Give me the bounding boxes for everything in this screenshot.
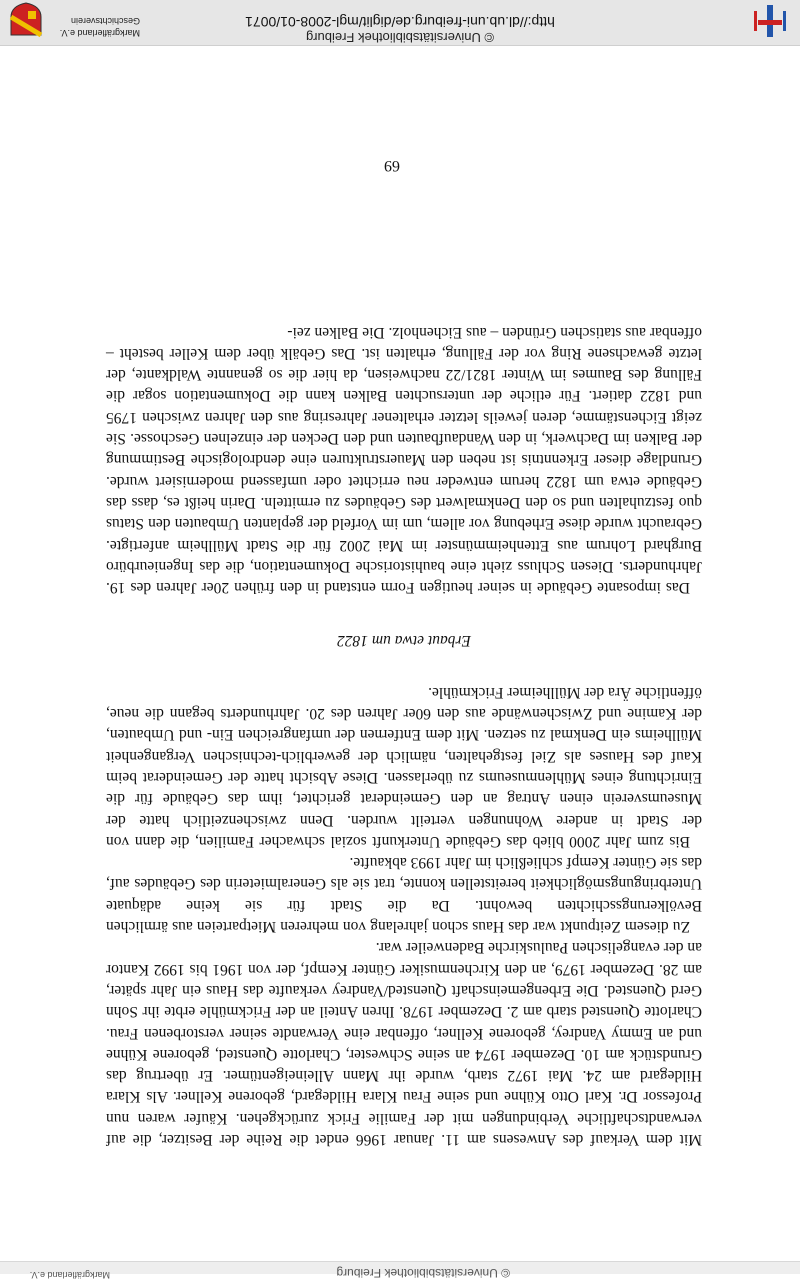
society-line-1: Geschichtsverein [70, 16, 140, 26]
previous-page-footer-strip [0, 1261, 800, 1280]
paragraph-3: Bis zum Jahr 2000 blieb das Gebäude Unterkunft sozial schwacher Familien, die dann von der Stadt in andere Wohnungen verteilt wurden. Denn zwischenzeitlich hatte der Museumsverein einen Antrag an den Gemeinderat gerichtet, ihm das Gebäude für die Einrichtung eines Mühlenmuseums zu überlassen. Diese Absicht hatte der Gemeinderat beim Kauf des Hauses als Ziel festgehalten, nämlich der gewerblich-technischen Vergangenheit Müllheims ein Denkmal zu setzen. Mit dem Entfernen der umfangreichen Ein- und Umbauten, der Kamine und Zwischenwände aus den 60er Jahren des 20. Jahrhunderts begann die neue, öffentliche Ära der Müllheimer Frickmühle. [106, 683, 702, 850]
footer-bar [0, 0, 800, 46]
paragraph-4: Das imposante Gebäude in seiner heutigen Form entstand in den frühen 20er Jahren des 19. Jahrhunderts. Diesen Schluss zieht eine bauhistorische Dokumentation, die das Ingenieurbüro Burghard Lohrum aus Ettenheimmünster im Mai 2002 für die Stadt Müllheim anfertigte. Gebraucht wurde diese Erhebung vor allem, um im Vorfeld der geplanten Umbauten den Status quo festzuhalten und so den Denkmalwert des Gebäudes zu ermitteln. Darin heißt es, dass das Gebäude etwa um 1822 herum entweder neu errichtet oder umfassend modernisiert wurde. Grundlage dieser Erkenntnis ist neben den Mauerstrukturen eine dendrologische Bestimmung der Balken im Dachwerk, in den Wandaufbauten und den Decken der einzelnen Geschosse. Sie zeigt Eichenstämme, deren jeweils letzter erhaltener Jahresring aus den Jahren zwischen 1795 und 1822 datiert. Für etliche der untersuchten Balken kann die Dokumentation sogar die Fällung des Baumes im Winter 1821/22 nachweisen, da hier die so genannte Waldkante, der letzte gewachsene Ring vor der Fällung, erhalten ist. Das Gebälk über dem Keller besteht – offenbar aus statischen Gründen – aus Eichenholz. Die Balken zei- [106, 323, 702, 597]
section-subheading: Erbaut etwa um 1822 [337, 632, 471, 650]
paragraph-2: Zu diesem Zeitpunkt war das Haus schon jahrelang von mehreren Mietparteien aus ärmlichen Bevölkerungsschichten bewohnt. Da die Stadt für sie keine adäquate Unterbringungsmöglichkeit bereitstellen konnte, trat sie als Generalmieterin des Gebäudes auf, das sie Günter Kempf schließlich im Jahr 1993 abkaufte. [106, 854, 702, 936]
body-text [106, 321, 702, 1150]
paragraph-1: Mit dem Verkauf des Anwesens am 11. Januar 1966 endet die Reihe der Besitzer, die auf verwandtschaftliche Verbindungen mit der Familie Frick zurückgehen. Käufer waren nun Professor Dr. Karl Otto Kühne und seine Frau Klara Hildegard, geborene Kellner. Als Klara Hildegard am 24. Mai 1972 starb, wurde ihr Mann Alleineigentümer. Er übertrug das Grundstück am 10. Dezember 1974 an seine Schwester, Charlotte Quensted, geborene Kühne und an Emmy Vandrey, geborene Kellner, offenbar eine Verwandte seiner verstorbenen Frau. Charlotte Quensted starb am 2. Dezember 1978. Ihren Anteil an der Frickmühle erbte ihr Sohn Gerd Quensted. Die Erbengemeinschaft Quensted/Vandrey verkaufte das Haus ein Jahr später, am 28. Dezember 1979, an den Kirchenmusiker Günter Kempf, der von 1961 bis 1992 Kantor an der evangelischen Pauluskirche Badenweiler war. [106, 939, 702, 1148]
page-number: 69 [384, 157, 400, 174]
strip-copyright: © Universitätsbibliothek Freiburg [336, 1266, 510, 1280]
society-name [60, 15, 140, 39]
strip-society: Markgräflerland e.V. [29, 1270, 110, 1280]
footer-copyright: © Universitätsbibliothek Freiburg [305, 30, 495, 45]
society-line-2: Markgräflerland e.V. [59, 28, 140, 38]
footer-url-link[interactable]: http://dl.ub.uni-freiburg.de/diglit/mgl-2008-01/0071 [245, 14, 555, 30]
society-crest-icon [7, 1, 45, 39]
ub-freiburg-logo-icon [750, 3, 790, 39]
